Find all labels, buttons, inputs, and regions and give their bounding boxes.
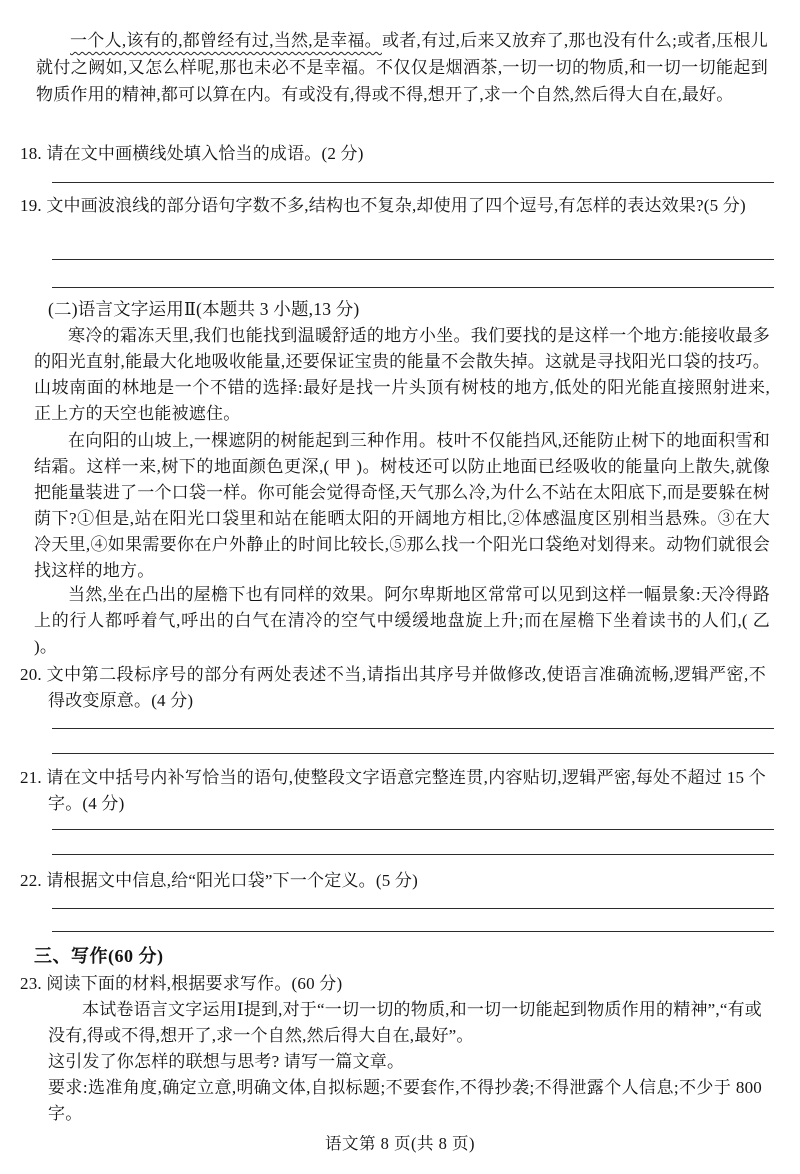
section-2-heading: (二)语言文字运用Ⅱ(本题共 3 小题,13 分) bbox=[48, 299, 360, 319]
question-21 bbox=[20, 765, 766, 817]
question-22 bbox=[20, 867, 766, 894]
answer-line bbox=[52, 829, 774, 830]
section-2-paragraph-3: 当然,坐在凸出的屋檐下也有同样的效果。阿尔卑斯地区常常可以见到这样一幅景象:天冷得路上的行人都呼着气,呼出的白气在清冷的空气中缓缓地盘旋上升;而在屋檐下坐着读书的人们,( 乙 )。 bbox=[34, 585, 770, 656]
question-19 bbox=[20, 192, 766, 219]
question-23-number: 23. bbox=[20, 974, 42, 993]
question-19-text: 文中画波浪线的部分语句字数不多,结构也不复杂,却使用了四个逗号,有怎样的表达效果?(5 分) bbox=[46, 196, 746, 215]
answer-line bbox=[52, 259, 774, 260]
answer-line bbox=[52, 728, 774, 729]
question-23-prompt: 这引发了你怎样的联想与思考? 请写一篇文章。 bbox=[48, 1052, 405, 1071]
question-22-text: 请根据文中信息,给“阳光口袋”下一个定义。(5 分) bbox=[46, 871, 418, 890]
section-3-heading: 三、写作(60 分) bbox=[34, 946, 164, 966]
question-23-text: 阅读下面的材料,根据要求写作。(60 分) bbox=[46, 974, 343, 993]
answer-line bbox=[52, 931, 774, 932]
section-2-paragraph-1: 寒冷的霜冻天里,我们也能找到温暖舒适的地方小坐。我们要找的是这样一个地方:能接收最多的阳光直射,能最大化地吸收能量,还要保证宝贵的能量不会散失掉。这就是寻找阳光口袋的技巧。山坡南面的林地是一个不错的选择:最好是找一片头顶有树枝的地方,低处的阳光能直接照射进来,正上方的天空也能被遮住。 bbox=[34, 326, 770, 423]
question-21-number: 21. bbox=[20, 768, 42, 787]
answer-line bbox=[52, 753, 774, 754]
section-2-paragraph-2: 在向阳的山坡上,一棵遮阴的树能起到三种作用。枝叶不仅能挡风,还能防止树下的地面积雪和结霜。这样一来,树下的地面颜色更深,( 甲 )。树枝还可以防止地面已经吸收的能量向上散失,就像把能量装进了一个口袋一样。你可能会觉得奇怪,天气那么冷,为什么不站在太阳底下,而是要躲在树荫下?①但是,站在阳光口袋里和站在能晒太阳的开阔地方相比,②体感温度区别相当悬殊。③在大冷天里,④如果需要你在户外静止的时间比较长,⑤那么找一个阳光口袋绝对划得来。动物们就很会找这样的地方。 bbox=[34, 431, 770, 580]
question-23-requirements: 要求:选准角度,确定立意,明确文体,自拟标题;不要套作,不得抄袭;不得泄露个人信息;不少于 800 字。 bbox=[48, 1078, 762, 1123]
answer-line bbox=[52, 854, 774, 855]
question-18-text: 请在文中画横线处填入恰当的成语。(2 分) bbox=[46, 144, 364, 163]
answer-line bbox=[52, 908, 774, 909]
question-19-number: 19. bbox=[20, 196, 42, 215]
question-23-material: 本试卷语言文字运用Ⅰ提到,对于“一切一切的物质,和一切一切能起到物质作用的精神”,“有或没有,得或不得,想开了,求一个自然,然后得大自在,最好”。 bbox=[48, 1000, 762, 1045]
wavy-underlined-sentence: 一个人,该有的,都曾经有过,当然,是幸福。 bbox=[70, 31, 382, 50]
answer-line bbox=[52, 287, 774, 288]
question-21-text: 请在文中括号内补写恰当的语句,使整段文字语意完整连贯,内容贴切,逻辑严密,每处不超过 15 个字。(4 分) bbox=[46, 768, 766, 813]
question-23 bbox=[20, 970, 766, 997]
question-18-number: 18. bbox=[20, 144, 42, 163]
intro-passage bbox=[36, 27, 768, 108]
page-footer: 语文第 8 页(共 8 页) bbox=[325, 1134, 475, 1153]
question-20-text: 文中第二段标序号的部分有两处表述不当,请指出其序号并做修改,使语言准确流畅,逻辑严密,不得改变原意。(4 分) bbox=[46, 665, 766, 710]
question-20-number: 20. bbox=[20, 665, 42, 684]
question-20 bbox=[20, 662, 766, 714]
answer-line bbox=[52, 182, 774, 183]
question-22-number: 22. bbox=[20, 871, 42, 890]
question-18 bbox=[20, 140, 766, 167]
intro-passage-rest: 或者,有过,后来又放弃了,那也没有什么;或者,压根儿就付之阙如,又怎么样呢,那也未必不是幸福。不仅仅是烟酒茶,一切一切的物质,和一切一切能起到物质作用的精神,都可以算在内。有或没有,得或不得,想开了,求一个自然,然后得大自在,最好。 bbox=[36, 31, 768, 104]
